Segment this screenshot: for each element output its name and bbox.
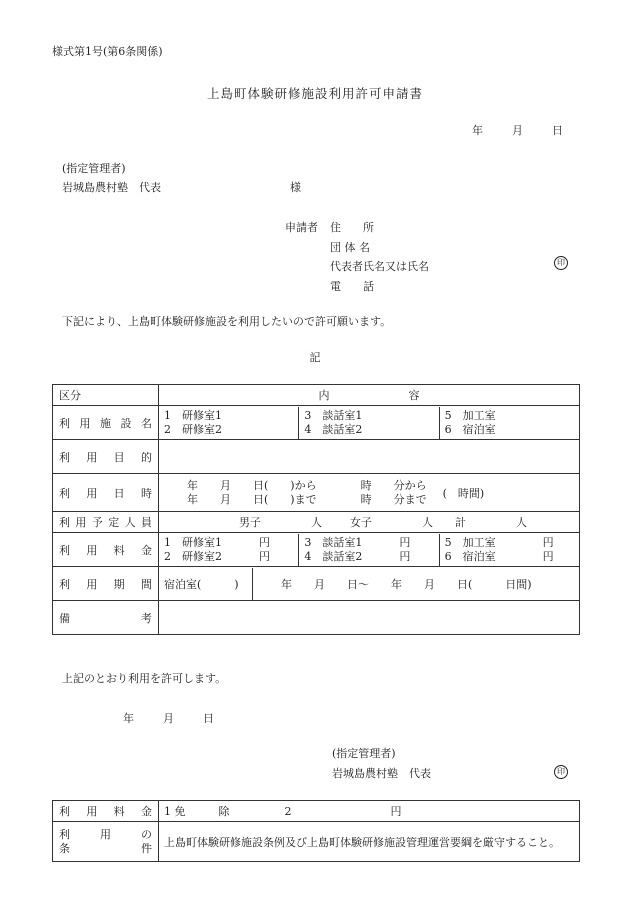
table-row bbox=[53, 567, 580, 601]
facility-item: 3 談話室1 bbox=[304, 408, 363, 422]
application-table bbox=[52, 384, 580, 635]
manager-name: 岩城島農村塾 代表 bbox=[62, 181, 161, 194]
total-label: 計 bbox=[455, 516, 466, 529]
facility-item: 6 宿泊室 bbox=[444, 422, 496, 436]
period-label: 利用期間 bbox=[53, 567, 159, 601]
table-row bbox=[53, 822, 580, 862]
day-label: 日 bbox=[203, 712, 214, 725]
honorific: 様 bbox=[290, 181, 301, 194]
datetime-label: 利用日時 bbox=[53, 474, 159, 512]
yen-label: 円 bbox=[399, 535, 411, 549]
phone-label: 電 話 bbox=[330, 279, 374, 293]
fee-item: 3 談話室1 bbox=[304, 535, 363, 549]
address-label: 住 所 bbox=[330, 221, 374, 234]
header-you: 容 bbox=[408, 389, 420, 402]
applicant-block bbox=[285, 218, 429, 296]
table-row bbox=[53, 440, 580, 474]
yen-label: 円 bbox=[542, 549, 554, 563]
facility-item: 4 談話室2 bbox=[304, 422, 363, 436]
day-label: 日 bbox=[552, 124, 563, 137]
fee-label: 利用料金 bbox=[53, 533, 159, 567]
unit-label: 人 bbox=[516, 516, 527, 529]
header-kubun: 区分 bbox=[59, 389, 81, 402]
fee-item: 6 宿泊室 bbox=[444, 549, 496, 563]
year-label: 年 bbox=[472, 124, 483, 137]
period-range: 年 月 日〜 年 月 日( 日間) bbox=[281, 577, 532, 591]
remarks-field[interactable] bbox=[159, 601, 580, 635]
month-label: 月 bbox=[163, 712, 174, 725]
month-label: 月 bbox=[512, 124, 523, 137]
table-row bbox=[53, 801, 580, 822]
fee-item: 5 加工室 bbox=[444, 535, 496, 549]
fee-item: 1 研修室1 bbox=[164, 535, 222, 549]
header-nai: 内 bbox=[318, 389, 330, 402]
yen-label: 円 bbox=[399, 549, 411, 563]
form-number: 様式第1号(第6条関係) bbox=[52, 45, 163, 58]
table-row bbox=[53, 385, 580, 406]
facility-item: 2 研修室2 bbox=[164, 422, 222, 436]
cond-text: 上島町体験研修施設条例及び上島町体験研修施設管理運営要綱を厳守すること。 bbox=[159, 822, 580, 862]
manager2-name: 岩城島農村塾 代表 bbox=[332, 767, 431, 780]
yen-label: 円 bbox=[542, 535, 554, 549]
purpose-label: 利用目的 bbox=[53, 440, 159, 474]
cond-label-1: 利 用 の bbox=[59, 827, 152, 841]
year-label: 年 bbox=[123, 712, 134, 725]
remarks-label: 備考 bbox=[53, 601, 159, 635]
fee-item: 2 研修室2 bbox=[164, 549, 222, 563]
page-title: 上島町体験研修施設利用許可申請書 bbox=[206, 86, 423, 101]
datetime-hours: ( 時間) bbox=[442, 486, 485, 500]
fee-label: 利用料金 bbox=[53, 801, 159, 822]
female-label: 女子 bbox=[350, 516, 372, 529]
male-label: 男子 bbox=[239, 516, 261, 529]
datetime-line2: 年 月 日( )まで 時 分まで bbox=[187, 492, 427, 506]
unit-label: 人 bbox=[422, 516, 433, 529]
ki-heading: 記 bbox=[309, 351, 321, 364]
table-row bbox=[53, 601, 580, 635]
fee-item: 4 談話室2 bbox=[304, 549, 363, 563]
facility-label: 利用施設名 bbox=[53, 406, 159, 440]
table-row bbox=[53, 406, 580, 440]
facility-item: 5 加工室 bbox=[444, 408, 496, 422]
approval-table bbox=[52, 800, 580, 862]
facility-item: 1 研修室1 bbox=[164, 408, 222, 422]
datetime-line1: 年 月 日( )から 時 分から bbox=[187, 478, 427, 492]
period-room: 宿泊室( ) bbox=[159, 568, 253, 600]
table-row bbox=[53, 474, 580, 512]
yen-label: 円 bbox=[259, 535, 270, 549]
fee-value: 1 免 除 2 円 bbox=[159, 801, 580, 822]
manager2-label: (指定管理者) bbox=[332, 747, 396, 760]
purpose-field[interactable] bbox=[159, 440, 580, 474]
approval-date bbox=[123, 710, 214, 726]
representative-label: 代表者氏名又は氏名 bbox=[330, 260, 429, 273]
people-label: 利用予定人員 bbox=[53, 512, 159, 533]
cond-label-2: 条 件 bbox=[59, 841, 152, 855]
unit-label: 人 bbox=[311, 516, 322, 529]
applicant-label: 申請者 bbox=[285, 221, 318, 234]
group-label: 団 体 名 bbox=[330, 240, 370, 254]
seal-icon: 印 bbox=[554, 765, 568, 779]
approval-text: 上記のとおり利用を許可します。 bbox=[62, 672, 227, 685]
table-row bbox=[53, 533, 580, 567]
request-text: 下記により、上島町体験研修施設を利用したいので許可願います。 bbox=[62, 315, 392, 328]
application-date bbox=[472, 122, 563, 138]
table-row bbox=[53, 512, 580, 533]
manager-label: (指定管理者) bbox=[62, 162, 126, 175]
seal-icon: 印 bbox=[554, 256, 568, 270]
yen-label: 円 bbox=[259, 549, 270, 563]
